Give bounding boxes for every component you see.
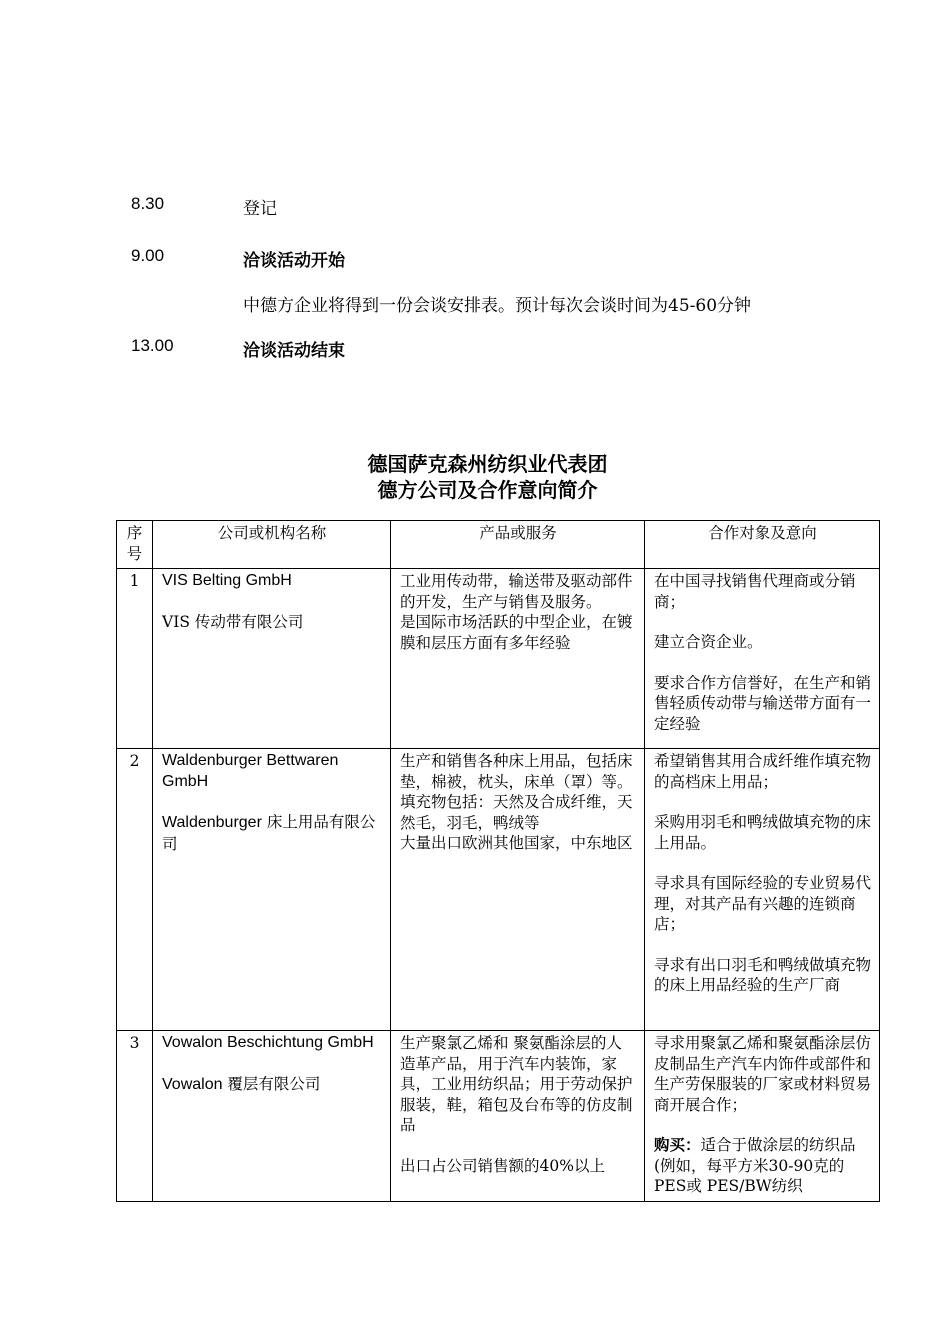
company-cell — [153, 1031, 391, 1202]
company-table — [116, 520, 880, 1202]
table-header-row — [117, 521, 880, 569]
buy-text: 适合于做涂层的纺织品 (例如，每平方米30-90克的PES或 PES/BW纺织 — [654, 1136, 856, 1195]
company-name-cn: VIS 传动带有限公司 — [162, 612, 304, 631]
row-num: 1 — [117, 569, 153, 749]
company-cell — [153, 749, 391, 1031]
intent-text: 寻求用聚氯乙烯和聚氨酯涂层仿皮制品生产汽车内饰件或部件和生产劳保服装的厂家或材料贸易商开展合作； — [654, 1034, 872, 1114]
schedule-time-4: 13.00 — [131, 336, 174, 355]
intent-text: 建立合资企业。 — [654, 633, 763, 651]
intent-text: 采购用羽毛和鸭绒做填充物的床上用品。 — [654, 813, 872, 852]
intent-text: 寻求具有国际经验的专业贸易代理，对其产品有兴趣的连锁商店； — [654, 874, 872, 933]
company-name-en: Waldenburger Bettwaren GmbH — [162, 752, 339, 790]
intent-cell — [645, 749, 880, 1031]
company-name-cn-prefix: Vowalon — [162, 1075, 223, 1093]
company-name-cn: Vowalon 覆层有限公司 — [162, 1074, 321, 1093]
header-company: 公司或机构名称 — [153, 521, 391, 569]
intent-text: 希望销售其用合成纤维作填充物的高档床上用品； — [654, 752, 872, 791]
product-text: 生产和销售各种床上用品，包括床垫，棉被，枕头，床单（罩）等。 填充物包括：天然及合成纤维，天然毛，羽毛，鸭绒等 — [400, 752, 633, 832]
company-name-cn: Waldenburger 床上用品有限公司 — [162, 813, 376, 853]
schedule-time-2: 9.00 — [131, 246, 165, 265]
products-cell — [391, 1031, 645, 1202]
product-text: 是国际市场活跃的中型企业，在镀膜和层压方面有多年经验 — [400, 613, 633, 652]
company-name-cn-prefix: Waldenburger — [162, 814, 262, 831]
intent-text: 寻求有出口羽毛和鸭绒做填充物的床上用品经验的生产厂商 — [654, 955, 872, 994]
schedule-text-2: 洽谈活动开始 — [243, 251, 345, 271]
buy-label: 购买： — [654, 1135, 701, 1154]
table-row — [117, 1031, 880, 1202]
intent-text — [654, 1135, 871, 1197]
row-num: 3 — [117, 1031, 153, 1202]
schedule-time-1: 8.30 — [131, 194, 165, 213]
product-text: 大量出口欧洲其他国家，中东地区 — [400, 834, 633, 852]
company-name-en: Vowalon Beschichtung GmbH — [162, 1034, 374, 1051]
product-text: 生产聚氯乙烯和 聚氨酯涂层的人造革产品，用于汽车内装饰，家具，工业用纺织品；用于劳动保护服装，鞋，箱包及台布等的仿皮制品 — [400, 1034, 633, 1134]
schedule-text-4: 洽谈活动结束 — [243, 341, 345, 361]
schedule-text-1: 登记 — [243, 199, 277, 219]
schedule-note: 中德方企业将得到一份会谈安排表。预计每次会谈时间为45-60分钟 — [243, 296, 752, 316]
header-products: 产品或服务 — [391, 521, 645, 569]
header-num: 序号 — [117, 521, 153, 569]
table-row — [117, 569, 880, 749]
intent-text: 在中国寻找销售代理商或分销商； — [654, 572, 856, 611]
products-cell — [391, 749, 645, 1031]
intent-text: 要求合作方信誉好，在生产和销售轻质传动带与输送带方面有一定经验 — [654, 673, 872, 733]
intent-cell — [645, 569, 880, 749]
header-intent: 合作对象及意向 — [645, 521, 880, 569]
row-num: 2 — [117, 749, 153, 1031]
page-title-line2: 德方公司及合作意向简介 — [377, 478, 598, 502]
page-title-line1: 德国萨克森州纺织业代表团 — [367, 452, 608, 476]
product-text: 出口占公司销售额的40%以上 — [400, 1156, 605, 1175]
table-row — [117, 749, 880, 1031]
product-text: 工业用传动带，输送带及驱动部件的开发，生产与销售及服务。 — [400, 572, 633, 611]
company-cell — [153, 569, 391, 749]
intent-cell — [645, 1031, 880, 1202]
company-name-en: VIS Belting GmbH — [162, 572, 292, 589]
products-cell — [391, 569, 645, 749]
